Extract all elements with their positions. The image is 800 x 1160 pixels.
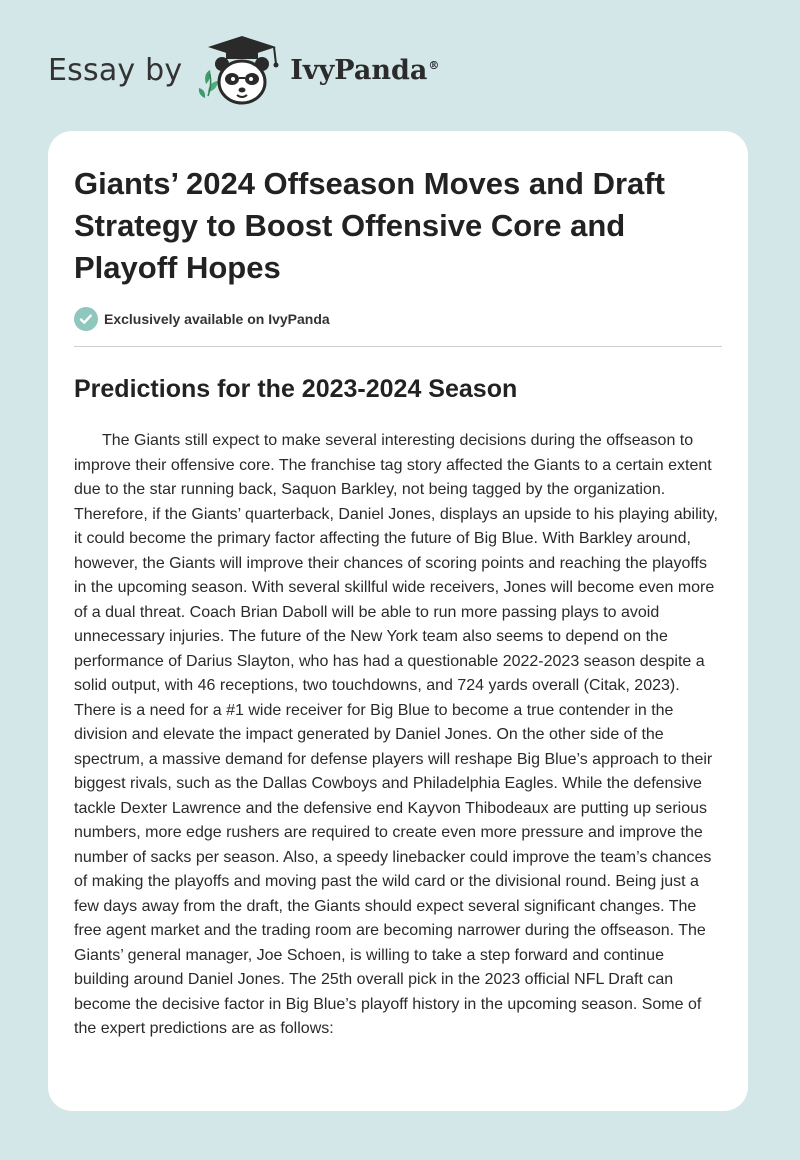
exclusive-label: Exclusively available on IvyPanda [104, 311, 330, 327]
check-icon [74, 307, 98, 331]
essay-card [48, 131, 748, 1111]
essay-by-label: Essay by [48, 52, 183, 88]
brand-text: IvyPanda [290, 54, 428, 86]
section-heading: Predictions for the 2023-2024 Season [74, 375, 518, 403]
essay-title: Giants’ 2024 Offseason Moves and Draft Strategy to Boost Offensive Core and Playoff Hopes [74, 166, 665, 285]
site-header [48, 34, 439, 106]
panda-logo-icon[interactable] [196, 34, 288, 106]
body-paragraph: The Giants still expect to make several interesting decisions during the offseason to improve their offensive core. The franchise tag story affected the Giants to a certain extent due to the star running back, Saquon Barkley, not being tagged by the organization. Therefore, if the Giants’ quarterback, Daniel Jones, displays an upside to his playing ability, it could become the primary factor affecting the future of Big Blue. With Barkley around, however, the Giants will improve their chances of scoring points and reaching the playoffs in the upcoming season. With several skillful wide receivers, Jones will become even more of a dual threat. Coach Brian Daboll will be able to run more passing plays to avoid unnecessary injuries. The future of the New York team also seems to depend on the performance of Darius Slayton, who has had a questionable 2022-2023 season despite a solid output, with 46 receptions, two touchdowns, and 724 yards overall (Citak, 2023). There is a need for a #1 wide receiver for Big Blue to become a true contender in the division and elevate the impact generated by Daniel Jones. On the other side of the spectrum, a massive demand for defense players will reshape Big Blue’s approach to their biggest rivals, such as the Dallas Cowboys and Philadelphia Eagles. While the defensive tackle Dexter Lawrence and the defensive end Kayvon Thibodeaux are putting up serious numbers, more edge rushers are required to create even more pressure and improve the number of sacks per season. Also, a speedy linebacker could improve the team’s chances of making the playoffs and moving past the wild card or the divisional round. Being just a few days away from the draft, the Giants should expect several significant changes. The free agent market and the trading room are becoming narrower during the offseason. The Giants’ general manager, Joe Schoen, is willing to take a step forward and continue building around Daniel Jones. The 25th overall pick in the 2023 official NFL Draft can become the decisive factor in Big Blue’s playoff history in the upcoming season. Some of the expert predictions are as follows: [74, 432, 718, 1037]
exclusive-badge [74, 305, 722, 333]
brand-name[interactable] [290, 55, 439, 86]
registered-mark: ® [428, 58, 440, 72]
divider [74, 346, 722, 347]
